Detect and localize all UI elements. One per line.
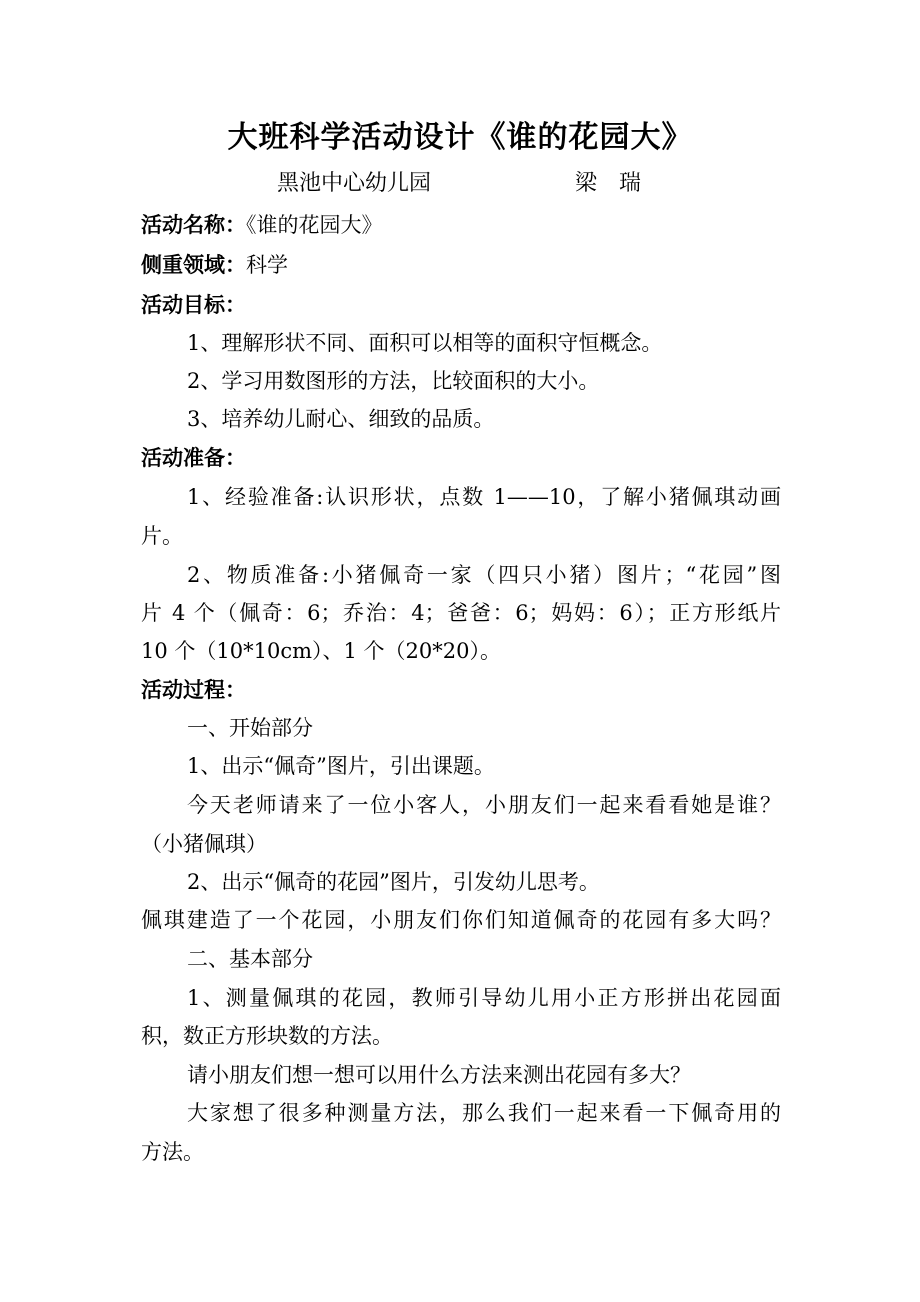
process-line-8: 1、测量佩琪的花园，教师引导幼儿用小正方形拼出花园面 xyxy=(187,986,781,1010)
goal-item-1: 1、理解形状不同、面积可以相等的面积守恒概念。 xyxy=(187,331,663,355)
preparation-line-2: 片。 xyxy=(141,524,183,548)
author-name: 梁 瑞 xyxy=(575,171,642,196)
process-line-9: 积，数正方形块数的方法。 xyxy=(141,1024,393,1048)
process-line-11: 大家想了很多种测量方法，那么我们一起来看一下佩奇用的 xyxy=(187,1101,781,1125)
process-line-5: 2、出示“佩奇的花园”图片，引发幼儿思考。 xyxy=(187,870,600,894)
preparation-line-5: 10 个（10*10cm）、1 个（20*20）。 xyxy=(141,639,501,663)
activity-name-label: 活动名称： xyxy=(141,212,246,237)
process-line-4: （小猪佩琪） xyxy=(141,832,267,856)
preparation-line-4: 片 4 个（佩奇：6；乔治：4；爸爸：6；妈妈：6）；正方形纸片 xyxy=(141,601,781,625)
focus-area-label: 侧重领域： xyxy=(141,252,246,277)
process-line-6: 佩琪建造了一个花园，小朋友们你们知道佩奇的花园有多大吗？ xyxy=(141,908,781,932)
process-line-12: 方法。 xyxy=(141,1140,204,1164)
process-heading: 活动过程： xyxy=(141,677,246,702)
process-line-10: 请小朋友们想一想可以用什么方法来测出花园有多大？ xyxy=(187,1063,691,1087)
process-line-7: 二、基本部分 xyxy=(187,947,313,971)
preparation-line-1: 1、经验准备:认识形状，点数 1——10，了解小猪佩琪动画 xyxy=(187,485,781,509)
process-line-1: 一、开始部分 xyxy=(187,716,313,740)
school-name: 黑池中心幼儿园 xyxy=(277,171,432,196)
goal-item-3: 3、培养幼儿耐心、细致的品质。 xyxy=(187,407,495,431)
activity-name-value: 《谁的花园大》 xyxy=(246,213,383,237)
preparation-heading: 活动准备： xyxy=(141,445,246,470)
goals-heading: 活动目标： xyxy=(141,292,246,317)
goal-item-2: 2、学习用数图形的方法，比较面积的大小。 xyxy=(187,369,600,393)
document-title: 大班科学活动设计《谁的花园大》 xyxy=(227,120,693,155)
process-line-2: 1、出示“佩奇”图片，引出课题。 xyxy=(187,754,495,778)
focus-area-value: 科学 xyxy=(246,253,288,277)
preparation-line-3: 2、物质准备:小猪佩奇一家（四只小猪）图片；“花园”图 xyxy=(187,563,781,587)
focus-area-row xyxy=(141,250,781,280)
process-line-3: 今天老师请来了一位小客人，小朋友们一起来看看她是谁？ xyxy=(187,793,781,817)
activity-name-row xyxy=(141,210,781,240)
